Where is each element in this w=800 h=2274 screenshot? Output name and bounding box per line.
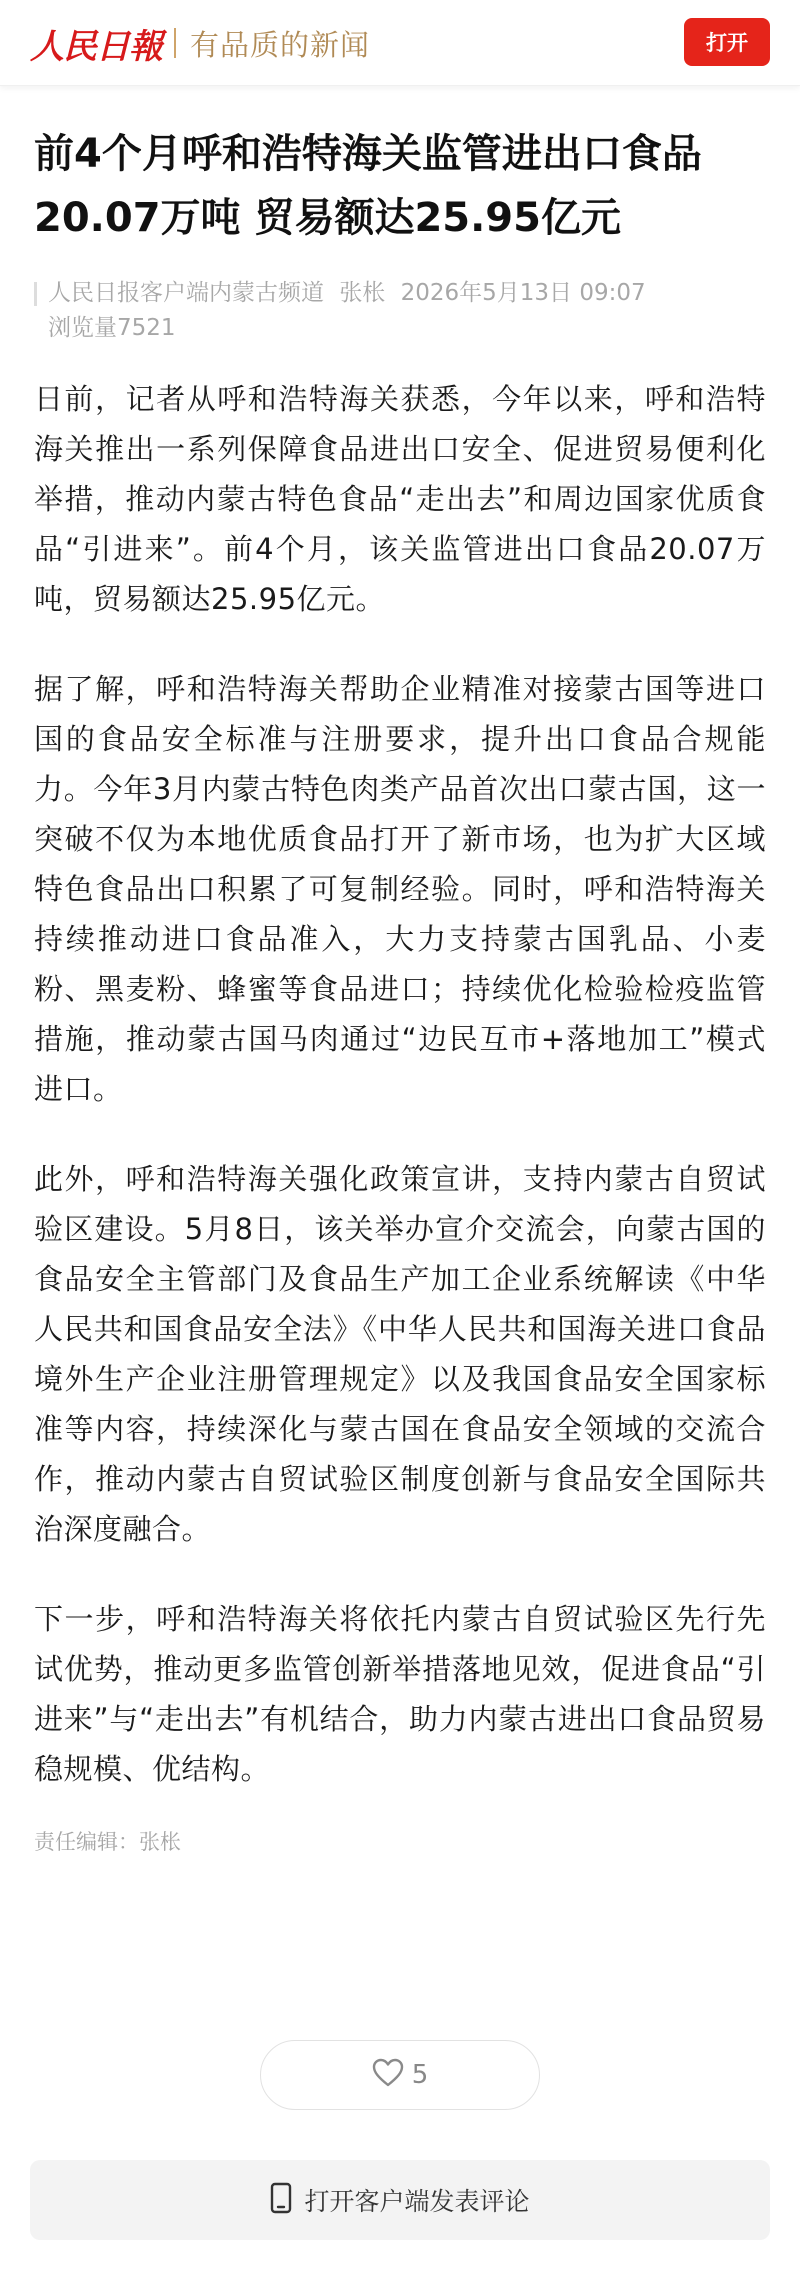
comment-label: 打开客户端发表评论: [304, 2187, 530, 2216]
brand[interactable]: [30, 22, 371, 67]
brand-divider: [174, 28, 176, 58]
article-body: [34, 374, 766, 1794]
heart-outline-icon: [372, 2058, 404, 2092]
like-count: 5: [411, 2060, 429, 2090]
open-app-button[interactable]: 打开: [684, 18, 770, 66]
like-button[interactable]: [260, 2040, 540, 2110]
open-app-comment-button[interactable]: [30, 2160, 770, 2240]
article-meta: [34, 276, 766, 346]
phone-icon: [270, 2182, 304, 2218]
brand-slogan: 有品质的新闻: [190, 27, 371, 62]
editor-credit: 责任编辑：张枨: [34, 1830, 181, 1854]
article-datetime: 2026年5月13日 09:07: [400, 280, 646, 306]
paragraph: 下一步，呼和浩特海关将依托内蒙古自贸试验区先行先试优势，推动更多监管创新举措落地见效，促进食品“引进来”与“走出去”有机结合，助力内蒙古进出口食品贸易稳规模、优结构。: [34, 1602, 766, 1786]
paragraph: 据了解，呼和浩特海关帮助企业精准对接蒙古国等进口国的食品安全标准与注册要求，提升出口食品合规能力。今年3月内蒙古特色肉类产品首次出口蒙古国，这一突破不仅为本地优质食品打开了新市场，也为扩大区域特色食品出口积累了可复制经验。同时，呼和浩特海关持续推动进口食品准入，大力支持蒙古国乳品、小麦粉、黑麦粉、蜂蜜等食品进口；持续优化检验检疫监管措施，推动蒙古国马肉通过“边民互市+落地加工”模式进口。: [34, 672, 766, 1106]
article-author: 张枨: [339, 280, 386, 306]
paragraph: 日前，记者从呼和浩特海关获悉，今年以来，呼和浩特海关推出一系列保障食品进出口安全、促进贸易便利化举措，推动内蒙古特色食品“走出去”和周边国家优质食品“引进来”。前4个月，该关监管进出口食品20.07万吨，贸易额达25.95亿元。: [34, 382, 766, 616]
top-bar: [0, 0, 800, 86]
article-source[interactable]: 人民日报客户端内蒙古频道: [48, 280, 324, 306]
paragraph: 此外，呼和浩特海关强化政策宣讲，支持内蒙古自贸试验区建设。5月8日，该关举办宣介交流会，向蒙古国的食品安全主管部门及食品生产加工企业系统解读《中华人民共和国食品安全法》《中华人民共和国海关进口食品境外生产企业注册管理规定》以及我国食品安全国家标准等内容，持续深化与蒙古国在食品安全领域的交流合作，推动内蒙古自贸试验区制度创新与食品安全国际共治深度融合。: [34, 1162, 766, 1546]
article-title: 前4个月呼和浩特海关监管进出口食品20.07万吨 贸易额达25.95亿元: [34, 131, 702, 241]
people-daily-logo: 人民日報: [30, 26, 162, 67]
article: [34, 108, 766, 1856]
view-count: 浏览量7521: [48, 315, 176, 341]
